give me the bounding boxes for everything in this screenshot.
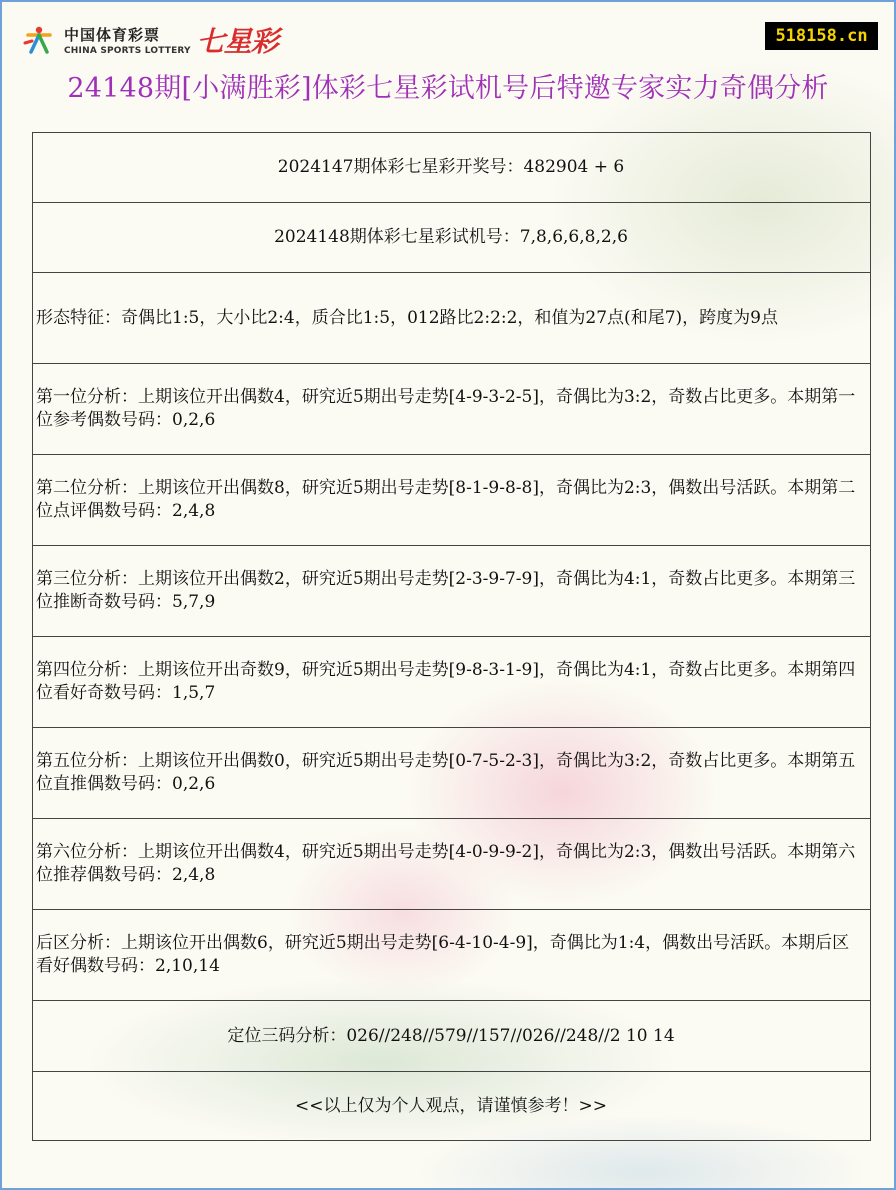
lottery-logo-icon — [20, 21, 58, 59]
position-2-row — [32, 455, 871, 546]
shape-feature-text: 形态特征：奇偶比1:5，大小比2:4，质合比1:5，012路比2:2:2，和值为27点(和尾7)，跨度为9点 — [36, 307, 778, 328]
disclaimer-text: <<以上仅为个人观点，请谨慎参考！>> — [295, 1095, 607, 1116]
back-zone-text: 后区分析：上期该位开出偶数6，研究近5期出号走势[6-4-10-4-9]，奇偶比为1:4，偶数出号活跃。本期后区看好偶数号码：2,10,14 — [36, 933, 850, 976]
logo-text — [64, 24, 191, 56]
position-1-row — [32, 364, 871, 455]
position-1-text: 第一位分析：上期该位开出偶数4，研究近5期出号走势[4-9-3-2-5]，奇偶比为3:2，奇数占比更多。本期第一位参考偶数号码：0,2,6 — [36, 387, 856, 430]
disclaimer-row — [32, 1072, 871, 1141]
logo-cn-text: 中国体育彩票 — [64, 26, 161, 44]
three-code-row — [32, 1001, 871, 1072]
shape-feature-row — [32, 273, 871, 364]
position-3-row — [32, 546, 871, 637]
seven-star-brand: 七星彩 — [196, 25, 278, 58]
position-4-text: 第四位分析：上期该位开出奇数9，研究近5期出号走势[9-8-3-1-9]，奇偶比为4:1，奇数占比更多。本期第四位看好奇数号码：1,5,7 — [36, 660, 856, 703]
position-6-row — [32, 819, 871, 910]
site-badge: 518158.cn — [765, 22, 878, 50]
position-5-text: 第五位分析：上期该位开出偶数0，研究近5期出号走势[0-7-5-2-3]，奇偶比为3:2，奇数占比更多。本期第五位直推偶数号码：0,2,6 — [36, 751, 856, 794]
position-4-row — [32, 637, 871, 728]
three-code-text: 定位三码分析：026//248//579//157//026//248//2 10 14 — [227, 1025, 675, 1046]
trial-number-row — [32, 203, 871, 273]
position-2-text: 第二位分析：上期该位开出偶数8，研究近5期出号走势[8-1-9-8-8]，奇偶比为2:3，偶数出号活跃。本期第二位点评偶数号码：2,4,8 — [36, 478, 856, 521]
position-3-text: 第三位分析：上期该位开出偶数2，研究近5期出号走势[2-3-9-7-9]，奇偶比为4:1，奇数占比更多。本期第三位推断奇数号码：5,7,9 — [36, 569, 856, 612]
trial-number-text: 2024148期体彩七星彩试机号：7,8,6,6,8,2,6 — [274, 227, 628, 247]
page-title: 24148期[小满胜彩]体彩七星彩试机号后特邀专家实力奇偶分析 — [67, 73, 829, 104]
logo-en-text: CHINA SPORTS LOTTERY — [64, 46, 191, 56]
analysis-table — [32, 132, 871, 1141]
back-zone-row — [32, 910, 871, 1001]
position-5-row — [32, 728, 871, 819]
draw-result-row — [32, 132, 871, 203]
position-6-text: 第六位分析：上期该位开出偶数4，研究近5期出号走势[4-0-9-9-2]，奇偶比为2:3，偶数出号活跃。本期第六位推荐偶数号码：2,4,8 — [36, 842, 856, 885]
china-sports-lottery-logo — [20, 20, 278, 60]
draw-result-text: 2024147期体彩七星彩开奖号：482904 + 6 — [277, 157, 625, 177]
